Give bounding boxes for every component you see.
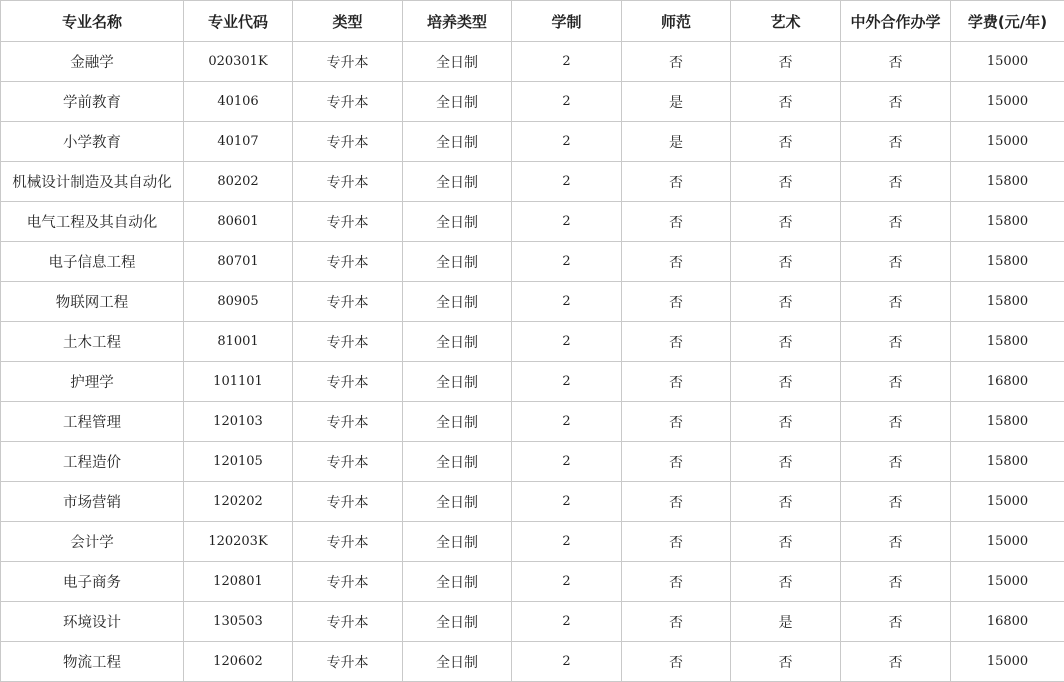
- cell-tuition: 15000: [951, 642, 1064, 682]
- cell-tuition: 15000: [951, 522, 1064, 562]
- cell-duration: 2: [512, 522, 622, 562]
- header-major-code: 专业代码: [184, 1, 293, 42]
- cell-training-type: 全日制: [403, 442, 512, 482]
- cell-joint-program: 否: [841, 282, 951, 322]
- cell-tuition: 15800: [951, 322, 1064, 362]
- table-row: [1, 322, 1064, 362]
- cell-training-type: 全日制: [403, 522, 512, 562]
- cell-tuition: 15800: [951, 402, 1064, 442]
- cell-art: 否: [731, 642, 841, 682]
- cell-training-type: 全日制: [403, 242, 512, 282]
- cell-major-code: 120602: [184, 642, 293, 682]
- table-row: [1, 282, 1064, 322]
- cell-major-code: 81001: [184, 322, 293, 362]
- cell-teacher-training: 否: [622, 562, 731, 602]
- cell-duration: 2: [512, 202, 622, 242]
- cell-major-code: 80701: [184, 242, 293, 282]
- cell-training-type: 全日制: [403, 642, 512, 682]
- cell-major-name: 机械设计制造及其自动化: [1, 162, 184, 202]
- cell-joint-program: 否: [841, 162, 951, 202]
- cell-major-name: 电子信息工程: [1, 242, 184, 282]
- cell-type: 专升本: [293, 642, 403, 682]
- cell-teacher-training: 否: [622, 42, 731, 82]
- cell-major-name: 土木工程: [1, 322, 184, 362]
- cell-major-code: 80202: [184, 162, 293, 202]
- table-row: [1, 562, 1064, 602]
- cell-training-type: 全日制: [403, 282, 512, 322]
- cell-major-name: 工程造价: [1, 442, 184, 482]
- cell-tuition: 15000: [951, 42, 1064, 82]
- cell-art: 否: [731, 242, 841, 282]
- cell-major-code: 020301K: [184, 42, 293, 82]
- cell-training-type: 全日制: [403, 362, 512, 402]
- cell-art: 否: [731, 282, 841, 322]
- cell-major-name: 物联网工程: [1, 282, 184, 322]
- table-row: [1, 42, 1064, 82]
- cell-duration: 2: [512, 42, 622, 82]
- cell-teacher-training: 否: [622, 162, 731, 202]
- cell-major-code: 120105: [184, 442, 293, 482]
- header-row: [1, 1, 1064, 42]
- cell-teacher-training: 否: [622, 642, 731, 682]
- cell-art: 否: [731, 442, 841, 482]
- cell-art: 否: [731, 322, 841, 362]
- table-row: [1, 202, 1064, 242]
- cell-joint-program: 否: [841, 42, 951, 82]
- cell-type: 专升本: [293, 322, 403, 362]
- cell-tuition: 15800: [951, 202, 1064, 242]
- cell-art: 是: [731, 602, 841, 642]
- cell-joint-program: 否: [841, 642, 951, 682]
- cell-tuition: 16800: [951, 362, 1064, 402]
- cell-major-code: 40107: [184, 122, 293, 162]
- cell-training-type: 全日制: [403, 602, 512, 642]
- cell-joint-program: 否: [841, 202, 951, 242]
- cell-training-type: 全日制: [403, 322, 512, 362]
- cell-teacher-training: 否: [622, 522, 731, 562]
- table-row: [1, 362, 1064, 402]
- cell-teacher-training: 否: [622, 442, 731, 482]
- cell-teacher-training: 否: [622, 402, 731, 442]
- cell-major-code: 120202: [184, 482, 293, 522]
- cell-type: 专升本: [293, 362, 403, 402]
- cell-type: 专升本: [293, 282, 403, 322]
- cell-major-name: 学前教育: [1, 82, 184, 122]
- cell-type: 专升本: [293, 522, 403, 562]
- cell-joint-program: 否: [841, 362, 951, 402]
- cell-teacher-training: 否: [622, 362, 731, 402]
- cell-type: 专升本: [293, 482, 403, 522]
- cell-duration: 2: [512, 402, 622, 442]
- cell-tuition: 15800: [951, 242, 1064, 282]
- cell-training-type: 全日制: [403, 562, 512, 602]
- cell-joint-program: 否: [841, 562, 951, 602]
- table-row: [1, 402, 1064, 442]
- cell-major-code: 101101: [184, 362, 293, 402]
- cell-art: 否: [731, 522, 841, 562]
- cell-tuition: 16800: [951, 602, 1064, 642]
- cell-major-code: 40106: [184, 82, 293, 122]
- cell-major-name: 护理学: [1, 362, 184, 402]
- cell-duration: 2: [512, 322, 622, 362]
- cell-major-code: 120801: [184, 562, 293, 602]
- cell-teacher-training: 否: [622, 482, 731, 522]
- cell-joint-program: 否: [841, 322, 951, 362]
- table-row: [1, 442, 1064, 482]
- cell-tuition: 15800: [951, 282, 1064, 322]
- table-row: [1, 122, 1064, 162]
- cell-duration: 2: [512, 602, 622, 642]
- cell-type: 专升本: [293, 202, 403, 242]
- cell-tuition: 15000: [951, 562, 1064, 602]
- cell-type: 专升本: [293, 602, 403, 642]
- cell-major-code: 120103: [184, 402, 293, 442]
- table-row: [1, 162, 1064, 202]
- cell-major-name: 电气工程及其自动化: [1, 202, 184, 242]
- table-body: [1, 42, 1064, 682]
- cell-joint-program: 否: [841, 442, 951, 482]
- cell-joint-program: 否: [841, 242, 951, 282]
- table-row: [1, 482, 1064, 522]
- cell-type: 专升本: [293, 242, 403, 282]
- cell-teacher-training: 是: [622, 82, 731, 122]
- cell-training-type: 全日制: [403, 82, 512, 122]
- cell-teacher-training: 否: [622, 602, 731, 642]
- cell-type: 专升本: [293, 82, 403, 122]
- cell-training-type: 全日制: [403, 42, 512, 82]
- cell-tuition: 15800: [951, 442, 1064, 482]
- cell-teacher-training: 否: [622, 242, 731, 282]
- cell-major-name: 会计学: [1, 522, 184, 562]
- cell-major-name: 电子商务: [1, 562, 184, 602]
- cell-art: 否: [731, 402, 841, 442]
- cell-training-type: 全日制: [403, 122, 512, 162]
- cell-joint-program: 否: [841, 482, 951, 522]
- cell-teacher-training: 否: [622, 322, 731, 362]
- cell-duration: 2: [512, 642, 622, 682]
- cell-art: 否: [731, 202, 841, 242]
- header-major-name: 专业名称: [1, 1, 184, 42]
- cell-joint-program: 否: [841, 82, 951, 122]
- cell-type: 专升本: [293, 42, 403, 82]
- cell-art: 否: [731, 362, 841, 402]
- cell-art: 否: [731, 122, 841, 162]
- cell-duration: 2: [512, 362, 622, 402]
- header-training-type: 培养类型: [403, 1, 512, 42]
- cell-tuition: 15000: [951, 122, 1064, 162]
- cell-type: 专升本: [293, 442, 403, 482]
- cell-art: 否: [731, 162, 841, 202]
- cell-duration: 2: [512, 122, 622, 162]
- table-row: [1, 522, 1064, 562]
- cell-duration: 2: [512, 282, 622, 322]
- cell-major-name: 小学教育: [1, 122, 184, 162]
- cell-training-type: 全日制: [403, 162, 512, 202]
- table-row: [1, 82, 1064, 122]
- table-row: [1, 242, 1064, 282]
- cell-type: 专升本: [293, 402, 403, 442]
- cell-duration: 2: [512, 162, 622, 202]
- cell-major-name: 环境设计: [1, 602, 184, 642]
- cell-tuition: 15000: [951, 82, 1064, 122]
- table-row: [1, 642, 1064, 682]
- cell-duration: 2: [512, 482, 622, 522]
- header-tuition: 学费(元/年): [951, 1, 1064, 42]
- cell-major-code: 80905: [184, 282, 293, 322]
- cell-teacher-training: 是: [622, 122, 731, 162]
- cell-joint-program: 否: [841, 522, 951, 562]
- cell-type: 专升本: [293, 562, 403, 602]
- cell-duration: 2: [512, 562, 622, 602]
- cell-tuition: 15800: [951, 162, 1064, 202]
- cell-major-code: 80601: [184, 202, 293, 242]
- cell-major-name: 金融学: [1, 42, 184, 82]
- cell-tuition: 15000: [951, 482, 1064, 522]
- cell-major-name: 工程管理: [1, 402, 184, 442]
- cell-art: 否: [731, 562, 841, 602]
- cell-duration: 2: [512, 442, 622, 482]
- cell-major-code: 130503: [184, 602, 293, 642]
- header-duration: 学制: [512, 1, 622, 42]
- cell-teacher-training: 否: [622, 202, 731, 242]
- header-teacher-training: 师范: [622, 1, 731, 42]
- cell-joint-program: 否: [841, 602, 951, 642]
- cell-type: 专升本: [293, 122, 403, 162]
- cell-major-name: 物流工程: [1, 642, 184, 682]
- cell-duration: 2: [512, 82, 622, 122]
- cell-art: 否: [731, 482, 841, 522]
- cell-major-name: 市场营销: [1, 482, 184, 522]
- cell-type: 专升本: [293, 162, 403, 202]
- cell-training-type: 全日制: [403, 402, 512, 442]
- cell-art: 否: [731, 82, 841, 122]
- cell-duration: 2: [512, 242, 622, 282]
- header-joint-program: 中外合作办学: [841, 1, 951, 42]
- header-art: 艺术: [731, 1, 841, 42]
- cell-training-type: 全日制: [403, 202, 512, 242]
- cell-joint-program: 否: [841, 122, 951, 162]
- cell-joint-program: 否: [841, 402, 951, 442]
- header-type: 类型: [293, 1, 403, 42]
- cell-teacher-training: 否: [622, 282, 731, 322]
- cell-art: 否: [731, 42, 841, 82]
- cell-major-code: 120203K: [184, 522, 293, 562]
- cell-training-type: 全日制: [403, 482, 512, 522]
- table-row: [1, 602, 1064, 642]
